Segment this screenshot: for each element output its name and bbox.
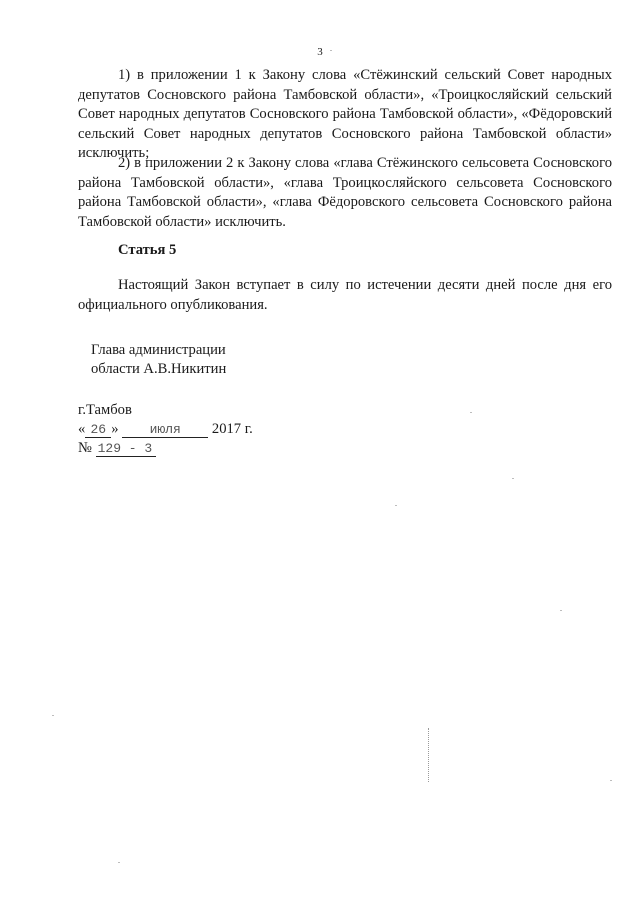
- signature-block: [91, 341, 226, 379]
- page-number: 3: [317, 46, 323, 58]
- paragraph-effective-date-text: Настоящий Закон вступает в силу по истечении десяти дней после дня его официального опубликования.: [78, 277, 612, 313]
- place-line: г.Тамбов: [78, 402, 132, 418]
- document-number: 129 - 3: [96, 442, 156, 457]
- number-line: [78, 439, 253, 458]
- scan-artifact: [428, 728, 430, 782]
- number-prefix: №: [78, 440, 92, 456]
- date-close-quote: »: [111, 421, 119, 437]
- date-month: июля: [122, 423, 208, 438]
- scan-speck: [610, 780, 612, 781]
- signature-name: области А.В.Никитин: [91, 361, 227, 377]
- signature-title: Глава администрации: [91, 342, 226, 358]
- paragraph-appendix-2-text: 2) в приложении 2 к Закону слова «глава Стёжинского сельсовета Сосновского района Тамбовской области», «глава Троицкосляйского сельсовета Сосновского района Тамбовской области», «глава Фёдоровского сельсовета Сосновского района Тамбовской области» исключить.: [78, 155, 612, 230]
- paragraph-appendix-2: [78, 154, 612, 232]
- date-open-quote: «: [78, 421, 86, 437]
- scan-speck: [470, 412, 472, 413]
- scan-speck: [118, 862, 120, 863]
- scan-speck: [512, 478, 514, 479]
- scan-speck: [395, 505, 397, 506]
- paragraph-appendix-1: [78, 66, 612, 164]
- date-line: [78, 420, 253, 439]
- scan-speck: [52, 715, 54, 716]
- article-heading: Статья 5: [118, 242, 177, 258]
- paragraph-effective-date: [78, 276, 612, 315]
- place-date-number-block: [78, 401, 253, 458]
- scan-speck: [330, 50, 332, 51]
- date-year: 2017 г.: [211, 421, 253, 437]
- paragraph-appendix-1-text: 1) в приложении 1 к Закону слова «Стёжинский сельский Совет народных депутатов Сосновского района Тамбовской области», «Троицкосляйский сельский Совет народных депутатов Сосновского района Тамбовской области», «Фёдоровский сельский Совет народных депутатов Сосновского района Тамбовской области» исключить;: [78, 67, 612, 161]
- date-day: 26: [85, 423, 111, 438]
- scan-speck: [560, 610, 562, 611]
